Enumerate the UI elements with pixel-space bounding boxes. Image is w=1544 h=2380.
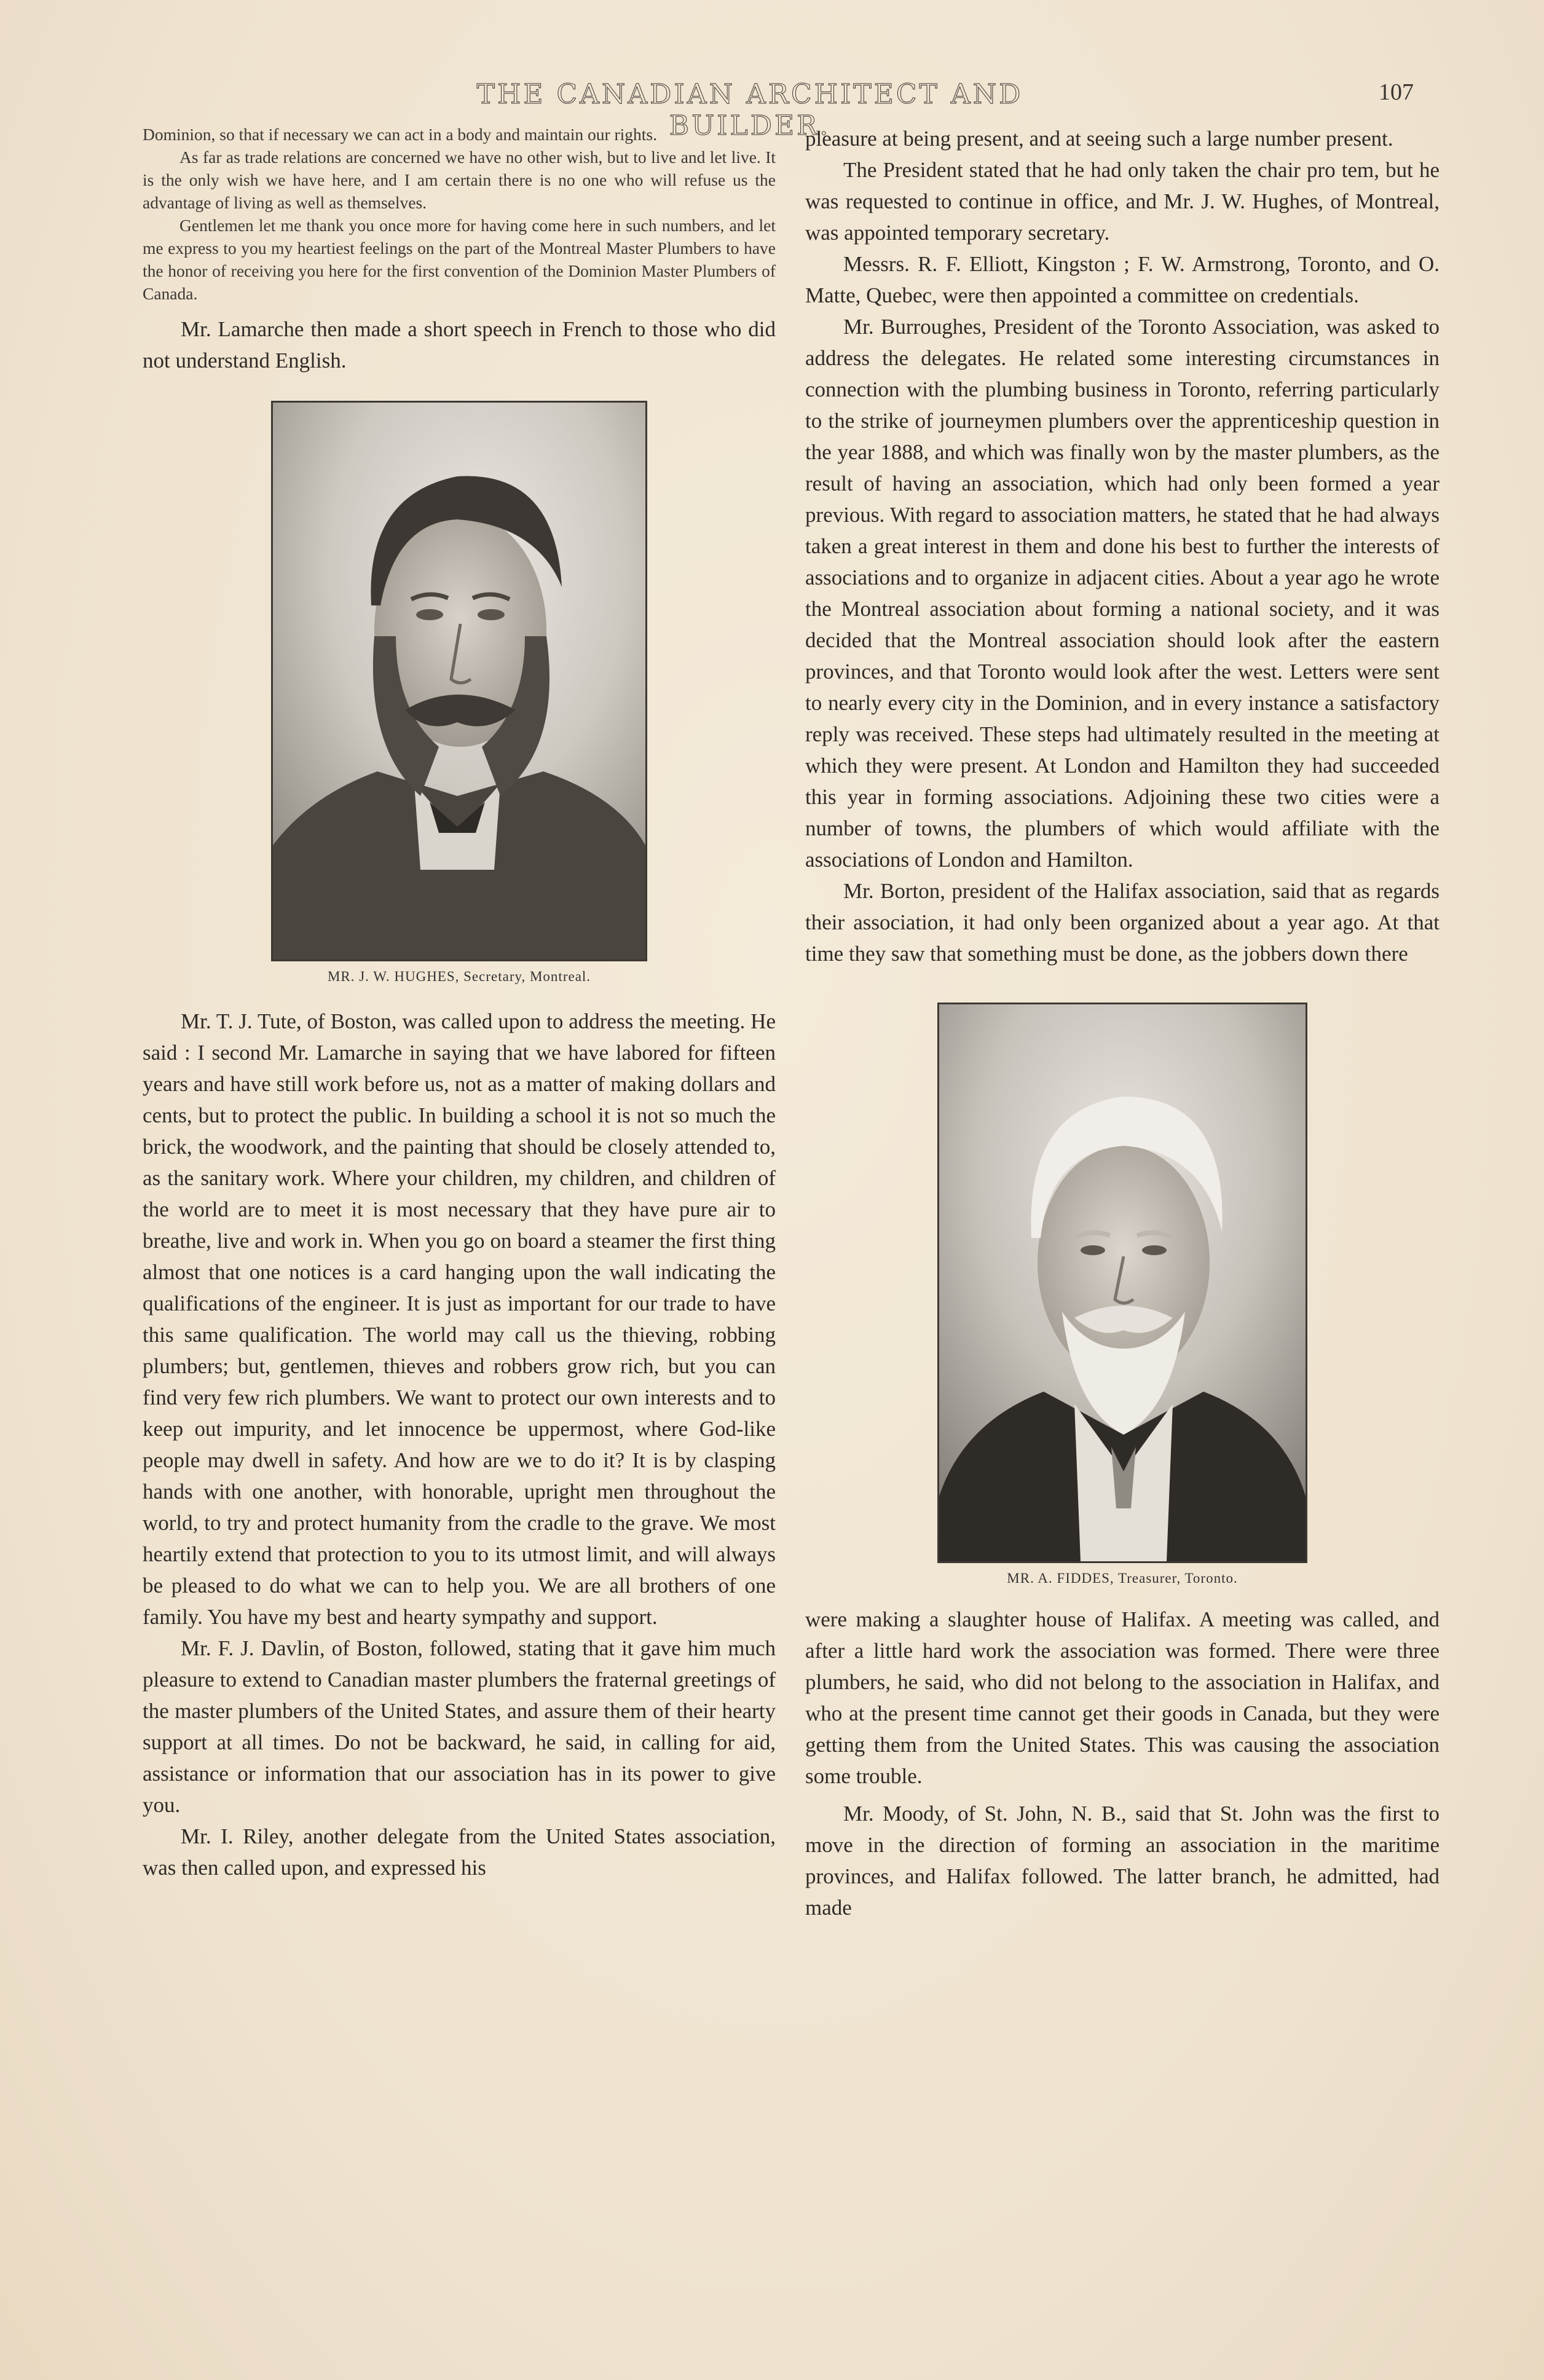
paragraph-riley-continued: pleasure at being present, and at seeing such a large number present.	[805, 127, 1393, 151]
speech-paragraph: As far as trade relations are concerned we have no other wish, but to live and let live. It is the only wish we have here, and I am certain there is no one who will refuse us the advantage of living as well as themselves.	[143, 148, 776, 212]
paragraph-burroughes: Mr. Burroughes, President of the Toronto Association, was asked to address the delegates. He related some interesting circumstances in connection with the plumbing business in Toronto, referring particularly to the strike of journeymen plumbers over the apprenticeship question in the year 1888, and which was finally won by the master plumbers, as the result of having an association, which had only been formed a year previous. With regard to association matters, he stated that he had always taken a great interest in them and done his best to further the interests of associations and to organize in adjacent cities. About a year ago he wrote the Montreal association about forming a national society, and it was decided that the Montreal association should look after the eastern provinces, and that Toronto would look after the west. Letters were sent to nearly every city in the Dominion, and in every instance a satisfactory reply was received. These steps had ultimately resulted in the meeting at which they were present. At London and Hamilton they had succeeded this year in forming associations. Adjoining these two cities were a number of towns, the plumbers of which would affiliate with the associations of London and Hamilton.	[805, 315, 1440, 872]
paragraph-president: The President stated that he had only taken the chair pro tem, but he was requested to continue in office, and Mr. J. W. Hughes, of Montreal, was appointed temporary secretary.	[805, 158, 1440, 245]
portrait-fiddes-figure	[805, 1003, 1440, 1586]
portrait-fiddes-image	[939, 1004, 1306, 1561]
portrait-hughes-photo	[271, 401, 647, 961]
page-number: 107	[1379, 79, 1414, 105]
portrait-hughes-figure	[143, 401, 776, 985]
portrait-hughes-caption: MR. J. W. HUGHES, Secretary, Montreal.	[327, 969, 591, 984]
portrait-fiddes-photo	[937, 1003, 1307, 1563]
paragraph-credentials: Messrs. R. F. Elliott, Kingston ; F. W. Armstrong, Toronto, and O. Matte, Quebec, were then appointed a committee on credentials.	[805, 252, 1440, 307]
journal-title: THE CANADIAN ARCHITECT AND BUILDER.	[476, 79, 1023, 141]
paragraph-borton-continued: were making a slaughter house of Halifax. A meeting was called, and after a little hard work the association was formed. There were three plumbers, he said, who did not belong to the association in Halifax, and who at the present time cannot get their goods in Canada, but they were getting them from the United States. This was causing the association some trouble.	[805, 1607, 1440, 1788]
speech-paragraph: Gentlemen let me thank you once more for having come here in such numbers, and let me express to you my heartiest feelings on the part of the Montreal Master Plumbers to have the honor of receiving you here for the first convention of the Dominion Master Plumbers of Canada.	[143, 216, 776, 303]
paragraph-borton: Mr. Borton, president of the Halifax association, said that as regards their association, it had only been organized about a year ago. At that time they saw that something must be done, as the jobbers down there	[805, 879, 1440, 966]
paragraph-tute: Mr. T. J. Tute, of Boston, was called upon to address the meeting. He said : I second Mr. Lamarche in saying that we have labored for fifteen years and have still work before us, not as a matter of making dollars and cents, but to protect the public. In building a school it is not so much the brick, the woodwork, and the painting that should be closely attended to, as the sanitary work. Where your children, my children, and children of the world are to meet it is most necessary that they have pure air to breathe, live and work in. When you go on board a steamer the first thing almost that one notices is a card hanging upon the wall indicating the qualifications of the engineer. It is just as important for our trade to have this same qualification. The world may call us the thieving, robbing plumbers; but, gentlemen, thieves and robbers grow rich, but you can find very few rich plumbers. We want to protect our own interests and to keep out impurity, and let innocence be uppermost, where God-like people may dwell in safety. And how are we to do it? It is by clasping hands with one another, with honorable, upright men throughout the world, to try and protect humanity from the cradle to the grave. We most heartily extend that protection to you to its utmost limit, and will always be pleased to do what we can to help you. We are all brothers of one family. You have my best and hearty sympathy and support.	[143, 1009, 776, 1629]
left-column	[143, 123, 776, 1883]
right-column	[805, 123, 1440, 1923]
paragraph-lamarche: Mr. Lamarche then made a short speech in French to those who did not understand English.	[143, 317, 776, 372]
paragraph-davlin: Mr. F. J. Davlin, of Boston, followed, stating that it gave him much pleasure to extend to Canadian master plumbers the fraternal greetings of the master plumbers of the United States, and assure them of their hearty support at all times. Do not be backward, he said, in calling for aid, assistance or information that our association has in its power to give you.	[143, 1636, 776, 1817]
portrait-fiddes-caption: MR. A. FIDDES, Treasurer, Toronto.	[1007, 1570, 1238, 1586]
speech-paragraph: Dominion, so that if necessary we can act in a body and maintain our rights.	[143, 125, 658, 144]
paragraph-moody: Mr. Moody, of St. John, N. B., said that St. John was the first to move in the direction of forming an association in the maritime provinces, and Halifax followed. The latter branch, he admitted, had made	[805, 1802, 1440, 1920]
portrait-hughes-image	[273, 403, 645, 959]
paragraph-riley: Mr. I. Riley, another delegate from the United States association, was then called upon, and expressed his	[143, 1824, 776, 1880]
